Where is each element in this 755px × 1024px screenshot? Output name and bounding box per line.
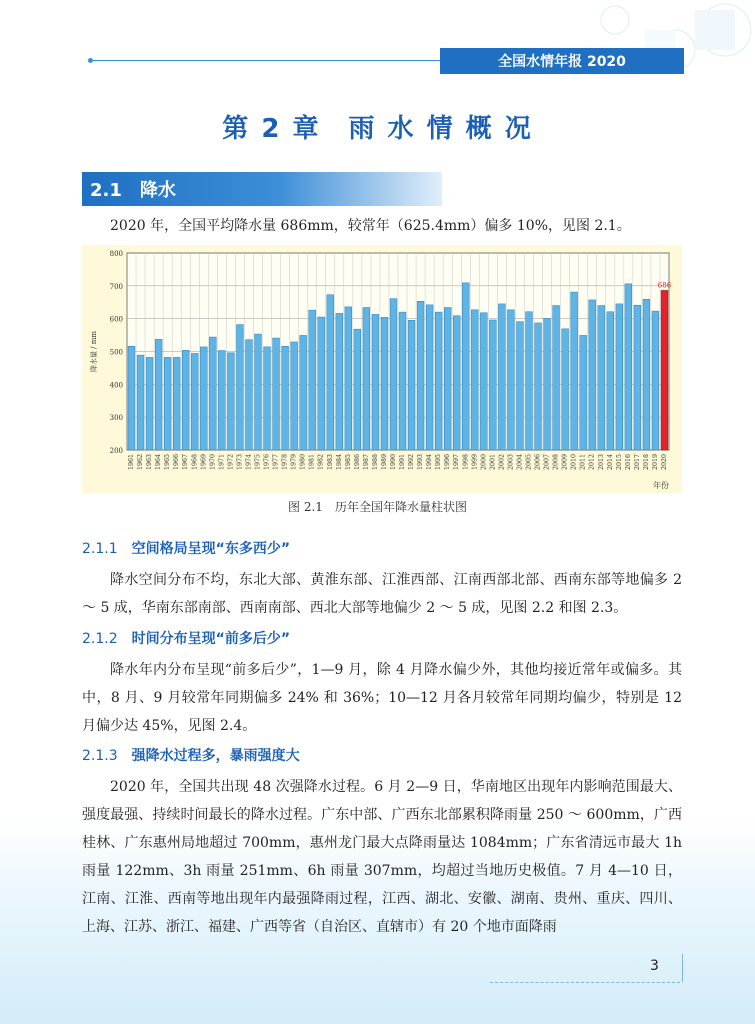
footer-rule-vertical bbox=[682, 954, 683, 982]
bar-2001 bbox=[489, 320, 496, 450]
bar-1978 bbox=[282, 346, 289, 450]
subsection-number: 2.1.1 bbox=[82, 541, 118, 557]
bar-1964 bbox=[155, 339, 162, 450]
bar-2007 bbox=[544, 318, 551, 450]
bar-1971 bbox=[218, 351, 225, 450]
bar-2006 bbox=[535, 323, 542, 450]
x-tick-label: 1993 bbox=[417, 454, 425, 471]
bar-2003 bbox=[508, 310, 515, 450]
x-tick-label: 2004 bbox=[516, 454, 524, 471]
bar-2008 bbox=[553, 306, 560, 450]
bar-1979 bbox=[291, 342, 298, 450]
y-tick-label: 800 bbox=[109, 250, 123, 258]
x-tick-label: 2012 bbox=[588, 454, 596, 471]
bar-1986 bbox=[354, 329, 361, 450]
bar-2010 bbox=[571, 292, 578, 450]
x-tick-label: 2011 bbox=[579, 454, 587, 471]
bar-2017 bbox=[634, 305, 641, 450]
x-axis-label: 年份 bbox=[653, 481, 669, 490]
bar-1995 bbox=[435, 312, 442, 450]
bar-2013 bbox=[598, 306, 605, 450]
bar-1997 bbox=[453, 316, 460, 450]
bar-1985 bbox=[345, 307, 352, 450]
bar-2004 bbox=[517, 322, 524, 450]
x-tick-label: 1973 bbox=[236, 454, 244, 471]
subsection-title: 时间分布呈现“前多后少” bbox=[131, 631, 291, 647]
bar-1998 bbox=[462, 283, 469, 450]
bar-1994 bbox=[426, 305, 433, 450]
y-tick-label: 600 bbox=[109, 315, 123, 324]
bar-1990 bbox=[390, 299, 397, 450]
x-tick-label: 2016 bbox=[624, 454, 632, 471]
bar-1983 bbox=[327, 295, 334, 450]
y-tick-label: 200 bbox=[109, 447, 123, 455]
x-tick-label: 1992 bbox=[408, 454, 416, 471]
bar-1965 bbox=[164, 357, 171, 450]
chapter-title: 第 2 章 雨 水 情 概 况 bbox=[222, 114, 533, 144]
bar-1991 bbox=[399, 312, 406, 450]
x-tick-label: 1985 bbox=[344, 454, 352, 471]
subsection-title: 空间格局呈现“东多西少” bbox=[131, 541, 291, 557]
x-tick-label: 2018 bbox=[642, 454, 650, 471]
x-tick-label: 2008 bbox=[552, 454, 560, 471]
x-tick-label: 1988 bbox=[371, 454, 379, 471]
bar-2012 bbox=[589, 300, 596, 450]
bar-2005 bbox=[526, 312, 533, 450]
x-tick-label: 2019 bbox=[651, 454, 659, 471]
x-tick-label: 2017 bbox=[633, 454, 641, 471]
bar-1974 bbox=[246, 340, 253, 450]
x-tick-label: 2009 bbox=[561, 454, 569, 471]
bar-1977 bbox=[273, 338, 280, 450]
x-tick-label: 1971 bbox=[218, 454, 226, 471]
x-tick-label: 2005 bbox=[525, 454, 533, 471]
bar-1976 bbox=[264, 347, 271, 450]
x-tick-label: 2006 bbox=[534, 454, 542, 471]
bar-2019 bbox=[652, 311, 659, 450]
bar-2011 bbox=[580, 335, 587, 450]
x-tick-label: 1962 bbox=[137, 454, 145, 471]
x-tick-label: 2015 bbox=[615, 454, 623, 471]
subsection-title: 强降水过程多，暴雨强度大 bbox=[131, 748, 300, 764]
x-tick-label: 2010 bbox=[570, 454, 578, 471]
x-tick-label: 1990 bbox=[389, 454, 397, 471]
x-tick-label: 2007 bbox=[543, 454, 551, 471]
x-tick-label: 1986 bbox=[353, 454, 361, 471]
running-header: 全国水情年报 2020 bbox=[440, 48, 684, 74]
intro-paragraph bbox=[82, 212, 682, 240]
bar-1961 bbox=[128, 346, 135, 450]
section-heading: 2.1 降水 bbox=[82, 172, 442, 206]
highlight-data-label: 686 bbox=[657, 281, 672, 290]
x-tick-label: 2013 bbox=[597, 454, 605, 471]
x-tick-label: 1994 bbox=[426, 454, 434, 471]
x-tick-label: 2020 bbox=[660, 454, 668, 471]
intro-text: 2020 年，全国平均降水量 686mm，较常年（625.4mm）偏多 10%，见图 2.1。 bbox=[110, 218, 631, 234]
bar-1972 bbox=[227, 353, 234, 450]
x-tick-label: 2000 bbox=[480, 454, 488, 471]
bar-1992 bbox=[408, 320, 415, 450]
x-tick-label: 1980 bbox=[299, 454, 307, 471]
bar-2014 bbox=[607, 312, 614, 450]
x-tick-label: 1996 bbox=[444, 454, 452, 471]
subsection-number: 2.1.2 bbox=[82, 631, 118, 647]
bar-1996 bbox=[444, 308, 451, 450]
bar-1969 bbox=[200, 347, 207, 450]
bar-1988 bbox=[372, 314, 379, 450]
paragraph-text: 2020 年，全国共出现 48 次强降水过程。6 月 2—9 日，华南地区出现年内影响范围最大、强度最强、持续时间最长的降水过程。广东中部、广西东北部累积降雨量 250 ～ 600mm，广西桂林、广东惠州局地超过 700mm，惠州龙门最大点降雨量达 1084mm；广东省清远市最大 1h 雨量 122mm、3h 雨量 251mm、6h 雨量 307mm，均超过当地历史极值。7 月 4—10 日，江南、江淮、西南等地出现年内最强降雨过程，江西、湖北、安徽、湖南、贵州、重庆、四川、上海、江苏、浙江、福建、广西等省（自治区、直辖市）有 20 个地市面降雨 bbox=[82, 779, 682, 935]
y-tick-label: 300 bbox=[109, 414, 123, 423]
paragraph-2-1-3 bbox=[82, 773, 682, 941]
x-tick-label: 1982 bbox=[317, 454, 325, 471]
bar-2016 bbox=[625, 284, 632, 450]
x-tick-label: 1975 bbox=[254, 454, 262, 471]
bar-1963 bbox=[146, 357, 153, 450]
x-tick-label: 1970 bbox=[209, 454, 217, 471]
x-tick-label: 2003 bbox=[507, 454, 515, 471]
x-tick-label: 1963 bbox=[146, 454, 154, 471]
bar-1984 bbox=[336, 313, 343, 450]
y-tick-label: 700 bbox=[109, 282, 123, 291]
x-tick-label: 1998 bbox=[462, 454, 470, 471]
x-tick-label: 1997 bbox=[453, 454, 461, 471]
x-tick-label: 1968 bbox=[191, 454, 199, 471]
paragraph-2-1-2 bbox=[82, 656, 682, 740]
figure-caption: 图 2.1 历年全国年降水量柱状图 bbox=[288, 500, 467, 514]
subsection-number: 2.1.3 bbox=[82, 748, 118, 764]
subsection-heading-2-1-3 bbox=[82, 745, 300, 765]
bar-1968 bbox=[191, 353, 198, 450]
bar-1966 bbox=[173, 357, 180, 450]
x-tick-label: 1989 bbox=[380, 454, 388, 471]
y-tick-label: 400 bbox=[109, 381, 123, 390]
bar-1967 bbox=[182, 350, 189, 450]
precipitation-bar-chart bbox=[82, 245, 682, 493]
x-tick-label: 2001 bbox=[489, 454, 497, 471]
page-number: 3 bbox=[650, 958, 659, 974]
x-tick-label: 1978 bbox=[281, 454, 289, 471]
bar-2000 bbox=[480, 313, 487, 450]
paragraph-text: 降水空间分布不均，东北大部、黄淮东部、江淮西部、江南西部北部、西南东部等地偏多 2 ～ 5 成，华南东部南部、西南南部、西北大部等地偏少 2 ～ 5 成，见图 2.2 和图 2.3。 bbox=[82, 572, 682, 616]
x-tick-label: 1976 bbox=[263, 454, 271, 471]
x-tick-label: 1984 bbox=[335, 454, 343, 471]
bar-1975 bbox=[255, 334, 262, 450]
x-tick-label: 1972 bbox=[227, 454, 235, 471]
bar-1987 bbox=[363, 308, 370, 450]
x-tick-label: 1983 bbox=[326, 454, 334, 471]
x-tick-label: 1991 bbox=[399, 454, 407, 471]
paragraph-2-1-1 bbox=[82, 566, 682, 622]
bar-1962 bbox=[137, 355, 144, 450]
bar-1989 bbox=[381, 317, 388, 450]
bar-1999 bbox=[471, 310, 478, 450]
bar-2015 bbox=[616, 304, 623, 450]
bar-1970 bbox=[209, 337, 216, 450]
x-tick-label: 2014 bbox=[606, 454, 614, 471]
bar-1982 bbox=[318, 317, 325, 450]
y-axis-label: 降水量 / mm bbox=[90, 330, 98, 373]
bar-1980 bbox=[300, 335, 307, 450]
chart-panel bbox=[82, 245, 682, 493]
x-tick-label: 1995 bbox=[435, 454, 443, 471]
bar-2020 bbox=[661, 290, 668, 450]
x-tick-label: 2002 bbox=[498, 454, 506, 471]
x-tick-label: 1967 bbox=[182, 454, 190, 471]
paragraph-text: 降水年内分布呈现“前多后少”，1—9 月，除 4 月降水偏少外，其他均接近常年或偏多。其中，8 月、9 月较常年同期偏多 24% 和 36%；10—12 月各月较常年同期均偏少，特别是 12 月偏少达 45%，见图 2.4。 bbox=[82, 662, 682, 734]
bar-1981 bbox=[309, 310, 316, 450]
bar-2002 bbox=[498, 304, 505, 450]
bar-1993 bbox=[417, 301, 424, 450]
subsection-heading-2-1-2 bbox=[82, 628, 290, 648]
x-tick-label: 1965 bbox=[164, 454, 172, 471]
x-tick-label: 1987 bbox=[362, 454, 370, 471]
x-tick-label: 1961 bbox=[128, 454, 136, 471]
subsection-heading-2-1-1 bbox=[82, 538, 290, 558]
x-tick-label: 1979 bbox=[290, 454, 298, 471]
bar-2009 bbox=[562, 329, 569, 450]
x-tick-label: 1999 bbox=[471, 454, 479, 471]
x-tick-label: 1966 bbox=[173, 454, 181, 471]
bar-1973 bbox=[237, 325, 244, 450]
footer-rule bbox=[490, 982, 680, 984]
x-tick-label: 1964 bbox=[155, 454, 163, 471]
x-tick-label: 1977 bbox=[272, 454, 280, 471]
x-tick-label: 1969 bbox=[200, 454, 208, 471]
bar-2018 bbox=[643, 299, 650, 450]
y-tick-label: 500 bbox=[109, 348, 123, 357]
x-tick-label: 1974 bbox=[245, 454, 253, 471]
x-tick-label: 1981 bbox=[308, 454, 316, 471]
